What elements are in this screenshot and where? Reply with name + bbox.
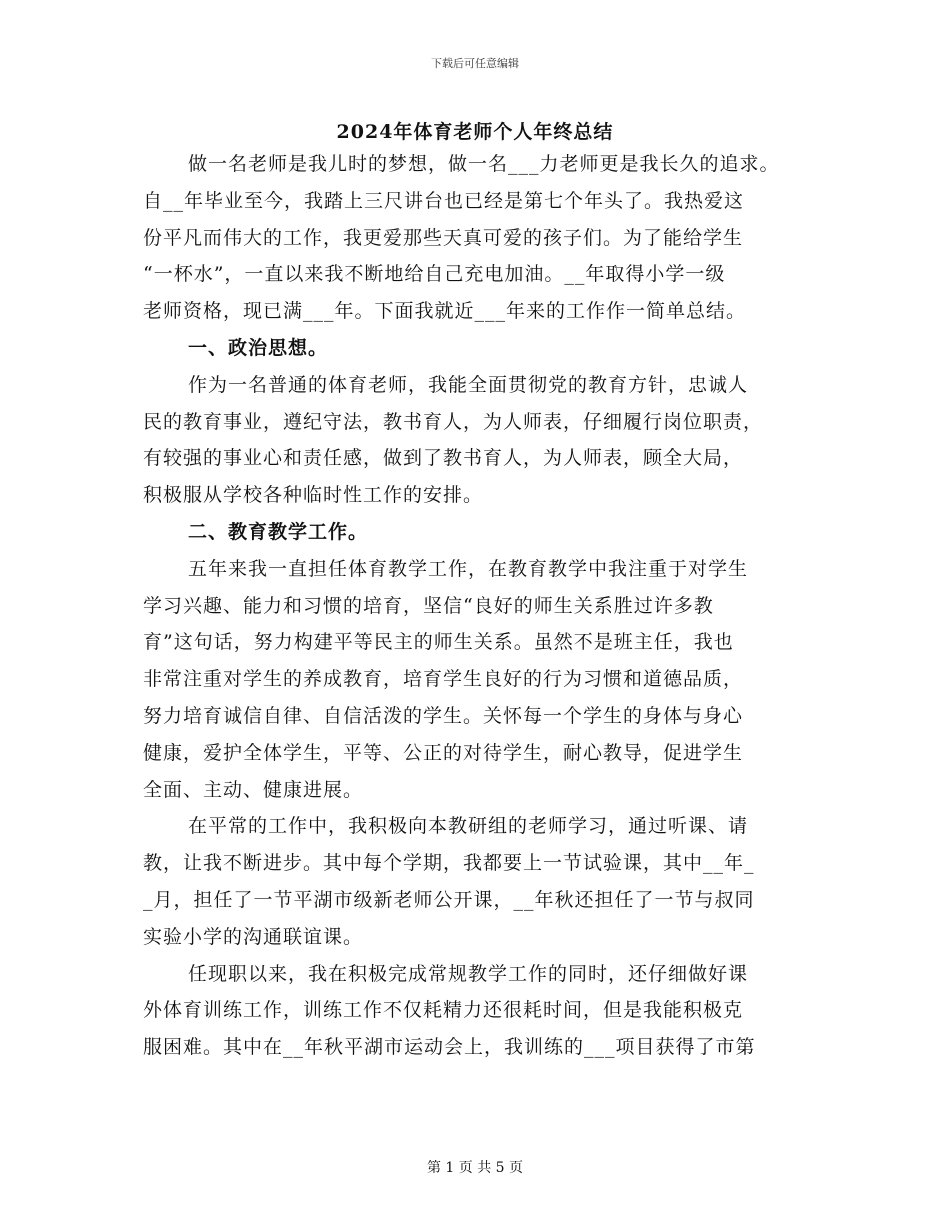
document-title: 2024年体育老师个人年终总结 — [336, 121, 614, 143]
paragraph-line: 育”这句话，努力构建平等民主的师生关系。虽然不是班主任，我也 — [143, 631, 734, 654]
paragraph-line: 健康，爱护全体学生，平等、公正的对待学生，耐心教导，促进学生 — [143, 741, 744, 764]
paragraph-line: _月，担任了一节平湖市级新老师公开课，__年秋还担任了一节与叔同 — [143, 888, 755, 911]
paragraph-line: “一杯水”，一直以来我不断地给自己充电加油。__年取得小学一级 — [143, 263, 726, 286]
paragraph-line: 在平常的工作中，我积极向本教研组的老师学习，通过听课、请 — [188, 815, 749, 838]
paragraph-line: 教，让我不断进步。其中每个学期，我都要上一节试验课，其中__年_ — [143, 852, 755, 875]
paragraph-line: 份平凡而伟大的工作，我更爱那些天真可爱的孩子们。为了能给学生 — [143, 226, 744, 249]
paragraph-line: 努力培育诚信自律、自信活泼的学生。关怀每一个学生的身体与身心 — [143, 704, 744, 727]
paragraph-line: 全面、主动、健康进展。 — [143, 778, 364, 801]
paragraph-line: 做一名老师是我儿时的梦想，做一名___力老师更是我长久的追求。 — [188, 153, 780, 175]
page-footer: 第 1 页 共 5 页 — [426, 1160, 524, 1176]
paragraph-line: 积极服从学校各种临时性工作的安排。 — [143, 484, 484, 507]
paragraph-line: 五年来我一直担任体育教学工作，在教育教学中我注重于对学生 — [188, 557, 749, 580]
paragraph-line: 任现职以来，我在积极完成常规教学工作的同时，还仔细做好课 — [188, 962, 749, 985]
paragraph-line: 老师资格，现已满___年。下面我就近___年来的工作作一简单总结。 — [143, 300, 747, 323]
paragraph-line: 有较强的事业心和责任感，做到了教书育人，为人师表，顾全大局， — [143, 447, 744, 470]
paragraph-line: 实验小学的沟通联谊课。 — [143, 925, 364, 948]
paragraph-line: 非常注重对学生的养成教育，培育学生良好的行为习惯和道德品质， — [143, 668, 744, 691]
paragraph-line: 学习兴趣、能力和习惯的培育，坚信“良好的师生关系胜过许多教 — [143, 594, 714, 617]
paragraph-line: 服困难。其中在__年秋平湖市运动会上，我训练的___项目获得了市第 — [143, 1036, 756, 1059]
paragraph-line: 作为一名普通的体育老师，我能全面贯彻党的教育方针，忠诚人 — [188, 373, 749, 396]
section-heading: 一、政治思想。 — [188, 336, 329, 359]
paragraph-line: 自__年毕业至今，我踏上三尺讲台也已经是第七个年头了。我热爱这 — [143, 189, 745, 212]
header-note: 下载后可任意编辑 — [431, 57, 519, 70]
paragraph-line: 外体育训练工作，训练工作不仅耗精力还很耗时间，但是我能积极克 — [143, 999, 744, 1022]
paragraph-line: 民的教育事业，遵纪守法，教书育人，为人师表，仔细履行岗位职责， — [143, 410, 764, 433]
section-heading: 二、教育教学工作。 — [188, 520, 369, 543]
document-body — [143, 146, 848, 1066]
